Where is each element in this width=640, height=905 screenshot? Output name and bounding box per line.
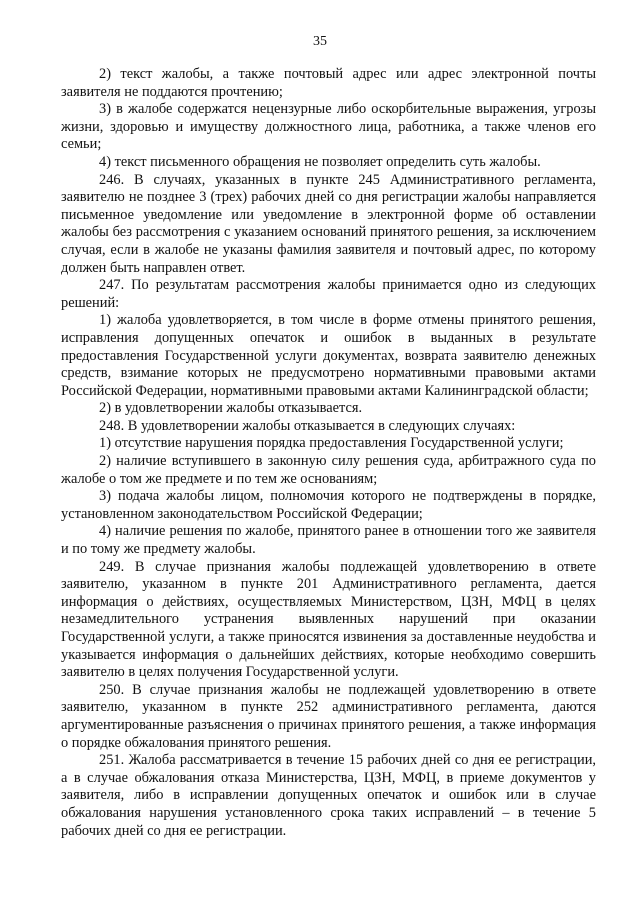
paragraph: 4) текст письменного обращения не позволяет определить суть жалобы. bbox=[99, 153, 541, 170]
paragraph: 250. В случае признания жалобы не подлежащей удовлетворению в ответе заявителю, указанном в пункте 252 административного регламента, даются аргументированные разъяснения о причинах принятого решения, а также информация о порядке обжалования принятого решения. bbox=[61, 681, 596, 751]
paragraph: 246. В случаях, указанных в пункте 245 Административного регламента, заявителю не позднее 3 (трех) рабочих дней со дня регистрации жалобы направляется письменное уведомление или уведомление в электронной форме об оставлении жалобы без рассмотрения с указанием оснований принятого решения, за исключением случая, если в жалобе не указаны фамилия заявителя и почтовый адрес, по которому должен быть направлен ответ. bbox=[61, 171, 596, 276]
paragraph: 2) наличие вступившего в законную силу решения суда, арбитражного суда по жалобе о том же предмете и по тем же основаниям; bbox=[61, 453, 596, 487]
paragraph: 3) подача жалобы лицом, полномочия которого не подтверждены в порядке, установленном законодательством Российской Федерации; bbox=[61, 488, 596, 522]
paragraph: 251. Жалоба рассматривается в течение 15 рабочих дней со дня ее регистрации, а в случае обжалования отказа Министерства, ЦЗН, МФЦ, в приеме документов у заявителя, либо в исправлении допущенных опечаток и ошибок или в случае обжалования нарушения установленного срока таких исправлений – в течение 5 рабочих дней со дня ее регистрации. bbox=[61, 752, 596, 839]
document-body bbox=[61, 66, 596, 840]
paragraph: 4) наличие решения по жалобе, принятого ранее в отношении того же заявителя и по тому же предмету жалобы. bbox=[61, 523, 596, 558]
paragraph: 249. В случае признания жалобы подлежащей удовлетворению в ответе заявителю, указанном в пункте 201 Административного регламента, дается информация о действиях, осуществляемых Министерством, ЦЗН, МФЦ в целях незамедлительного устранения выявленных нарушений при оказании Государственной услуги, а также приносятся извинения за доставленные неудобства и указывается информация о дальнейших действиях, которые необходимо совершить заявителю в целях получения Государственной услуги. bbox=[61, 558, 596, 681]
paragraph: 2) в удовлетворении жалобы отказывается. bbox=[99, 400, 363, 417]
paragraph: 1) отсутствие нарушения порядка предоставления Государственной услуги; bbox=[99, 435, 564, 452]
paragraph: 247. По результатам рассмотрения жалобы принимается одно из следующих решений: bbox=[61, 277, 596, 311]
paragraph: 1) жалоба удовлетворяется, в том числе в форме отмены принятого решения, исправления допущенных опечаток и ошибок в выданных в результате предоставления Государственной услуги документах, возврата заявителю денежных средств, взимание которых не предусмотрено нормативными правовыми актами Российской Федерации, нормативными правовыми актами Калининградской области; bbox=[61, 312, 596, 399]
page-number: 35 bbox=[313, 34, 327, 49]
paragraph: 3) в жалобе содержатся нецензурные либо оскорбительные выражения, угрозы жизни, здоровью и имуществу должностного лица, работника, а также членов его семьи; bbox=[61, 101, 596, 153]
paragraph: 2) текст жалобы, а также почтовый адрес или адрес электронной почты заявителя не поддаются прочтению; bbox=[61, 66, 596, 100]
paragraph: 248. В удовлетворении жалобы отказывается в следующих случаях: bbox=[99, 417, 516, 434]
